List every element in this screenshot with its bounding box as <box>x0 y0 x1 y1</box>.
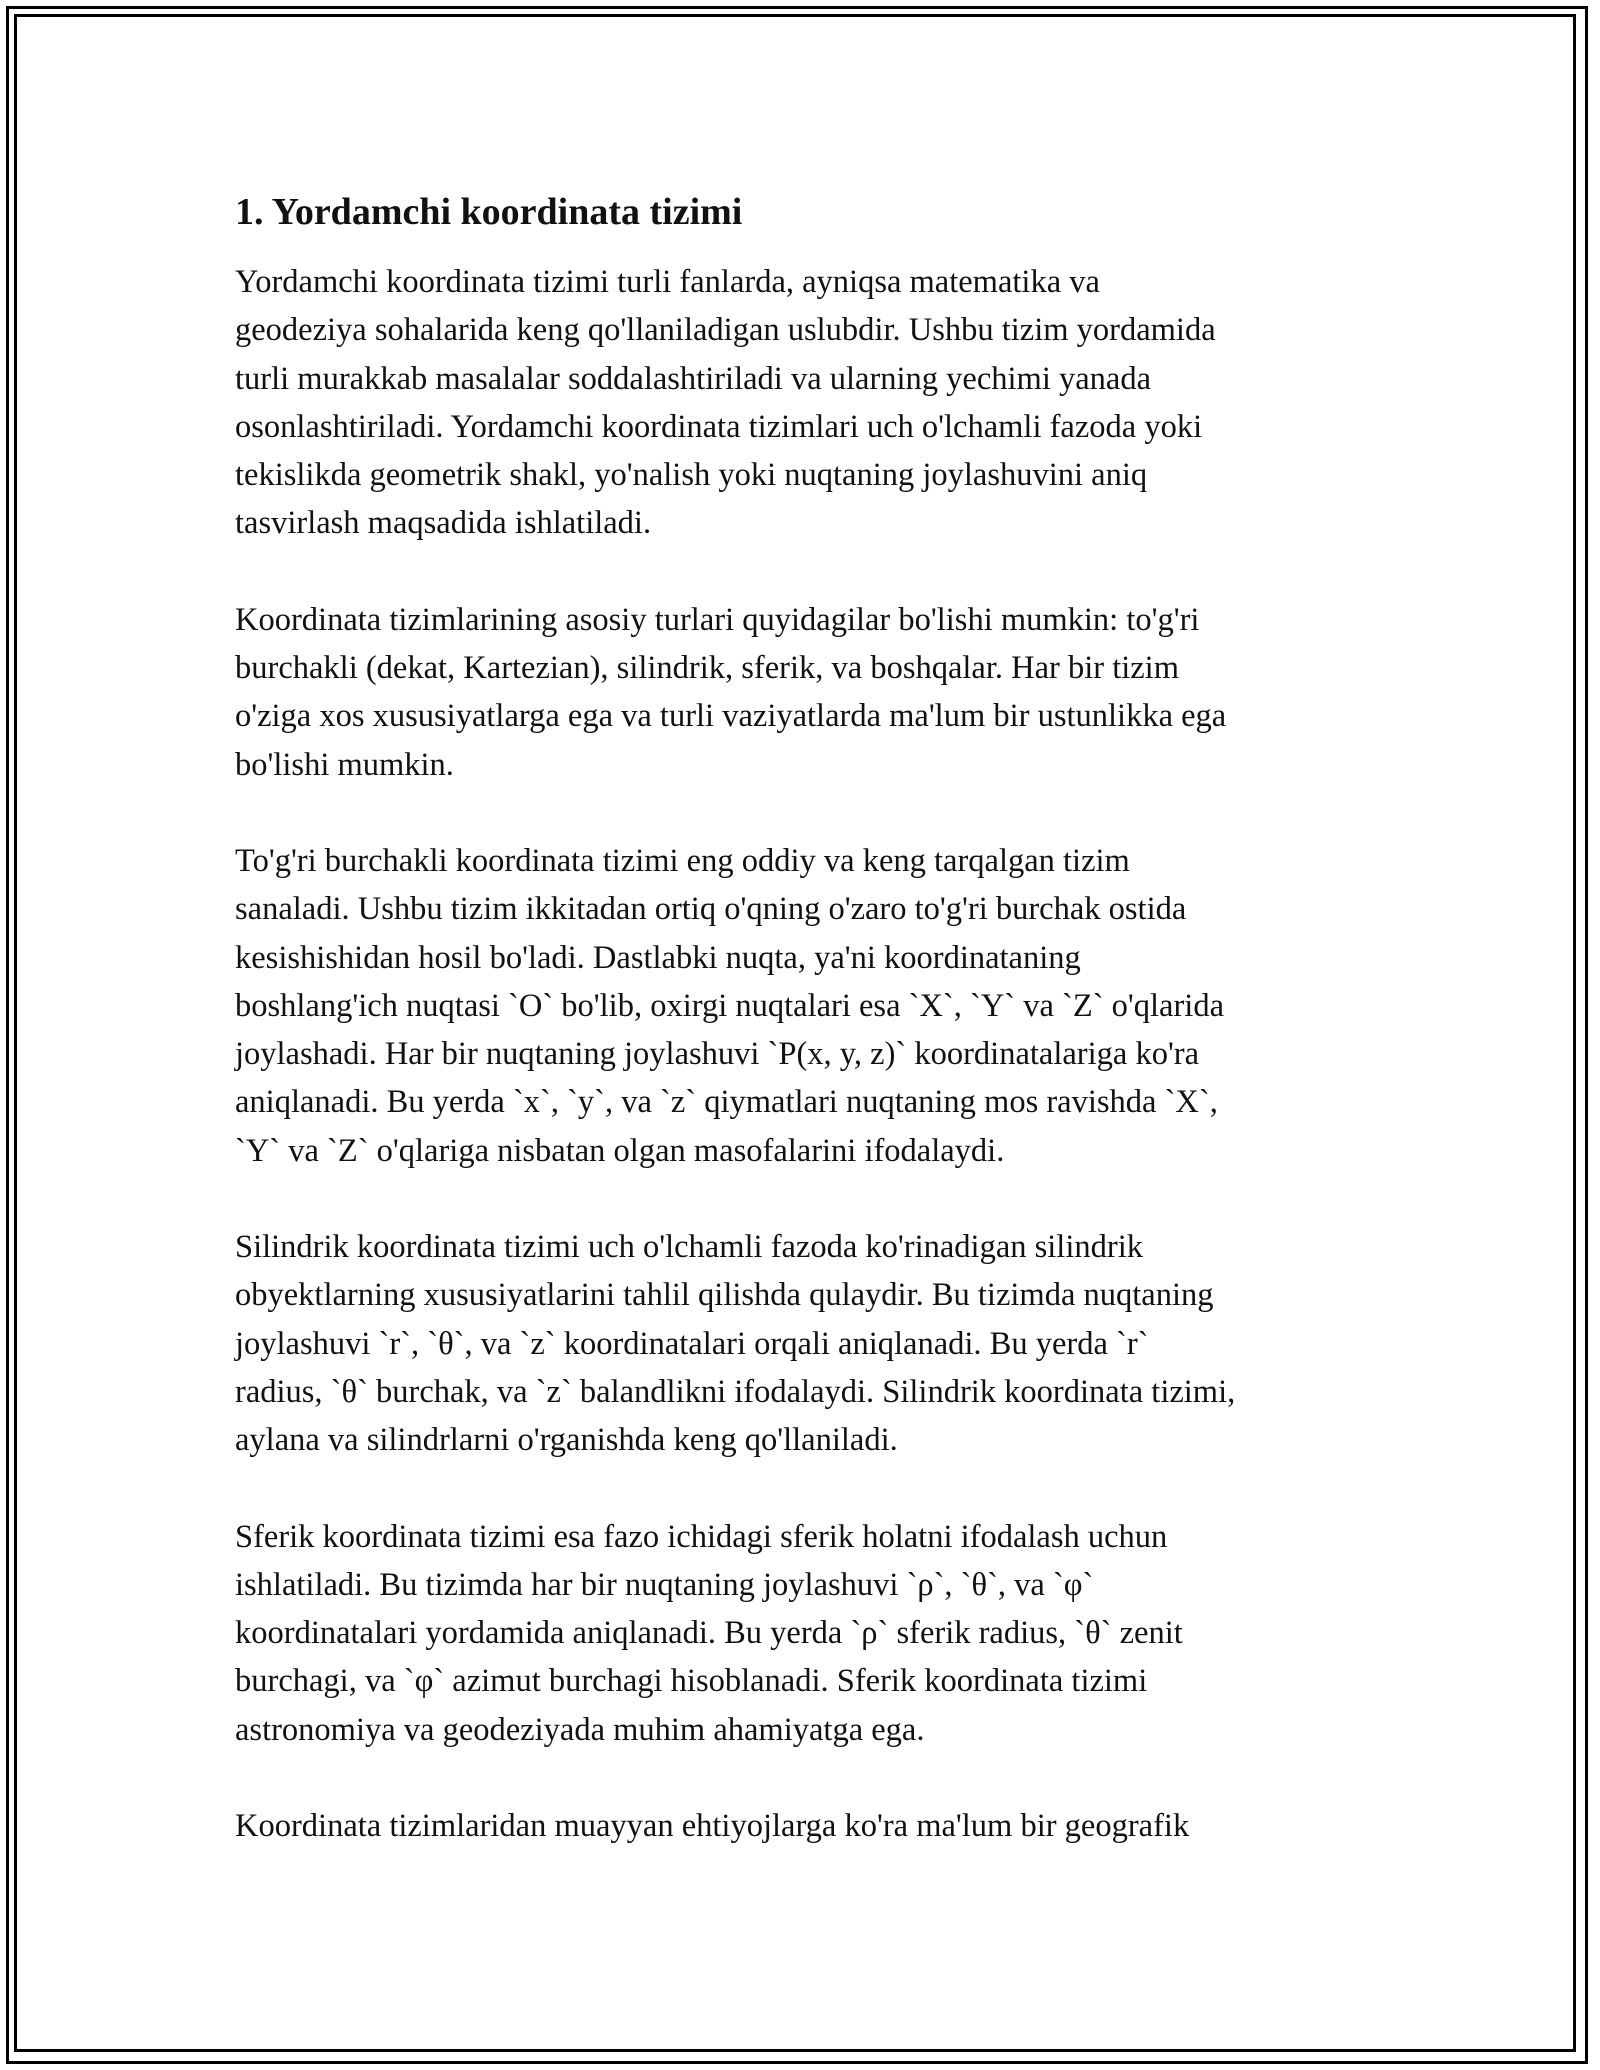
document-body <box>235 188 1375 1898</box>
paragraph-spherical: Sferik koordinata tizimi esa fazo ichidagi sferik holatni ifodalash uchun ishlatiladi. Bu tizimda har bir nuqtaning joylashuvi `ρ`, `θ`, va `φ` koordinatalari yordamida aniqlanadi. Bu yerda `ρ` sferik radius, `θ` zenit burchagi, va `φ` azimut burchagi hisoblanadi. Sferik koordinata tizimi astronomiya va geodeziyada muhim ahamiyatga ega. <box>235 1518 1183 1748</box>
paragraph-cylindrical: Silindrik koordinata tizimi uch o'lchamli fazoda ko'rinadigan silindrik obyektlarning xususiyatlarini tahlil qilishda qulaydir. Bu tizimda nuqtaning joylashuvi `r`, `θ`, va `z` koordinatalari orqali aniqlanadi. Bu yerda `r` radius, `θ` burchak, va `z` balandlikni ifodalaydi. Silindrik koordinata tizimi, aylana va silindrlarni o'rganishda keng qo'llaniladi. <box>235 1229 1236 1459</box>
paragraph-geographic: Koordinata tizimlaridan muayyan ehtiyojlarga ko'ra ma'lum bir geografik <box>235 1808 1190 1845</box>
paragraph-types: Koordinata tizimlarining asosiy turlari quyidagilar bo'lishi mumkin: to'g'ri burchakli (dekat, Kartezian), silindrik, sferik, va boshqalar. Har bir tizim o'ziga xos xususiyatlarga ega va turli vaziyatlarda ma'lum bir ustunlikka ega bo'lishi mumkin. <box>235 601 1227 783</box>
section-title: 1. Yordamchi koordinata tizimi <box>235 191 743 233</box>
paragraph-cartesian: To'g'ri burchakli koordinata tizimi eng oddiy va keng tarqalgan tizim sanaladi. Ushbu tizim ikkitadan ortiq o'qning o'zaro to'g'ri burchak ostida kesishishidan hosil bo'ladi. Dastlabki nuqta, ya'ni koordinataning boshlang'ich nuqtasi `O` bo'lib, oxirgi nuqtalari esa `X`, `Y` va `Z` o'qlarida joylashadi. Har bir nuqtaning joylashuvi `P(x, y, z)` koordinatalariga ko'ra aniqlanadi. Bu yerda `x`, `y`, va `z` qiymatlari nuqtaning mos ravishda `X`, `Y` va `Z` o'qlariga nisbatan olgan masofalarini ifodalaydi. <box>235 842 1224 1169</box>
paragraph-intro: Yordamchi koordinata tizimi turli fanlarda, ayniqsa matematika va geodeziya sohalarida keng qo'llaniladigan uslubdir. Ushbu tizim yordamida turli murakkab masalalar soddalashtiriladi va ularning yechimi yanada osonlashtiriladi. Yordamchi koordinata tizimlari uch o'lchamli fazoda yoki tekislikda geometrik shakl, yo'nalish yoki nuqtaning joylashuvini aniq tasvirlash maqsadida ishlatiladi. <box>235 264 1216 542</box>
